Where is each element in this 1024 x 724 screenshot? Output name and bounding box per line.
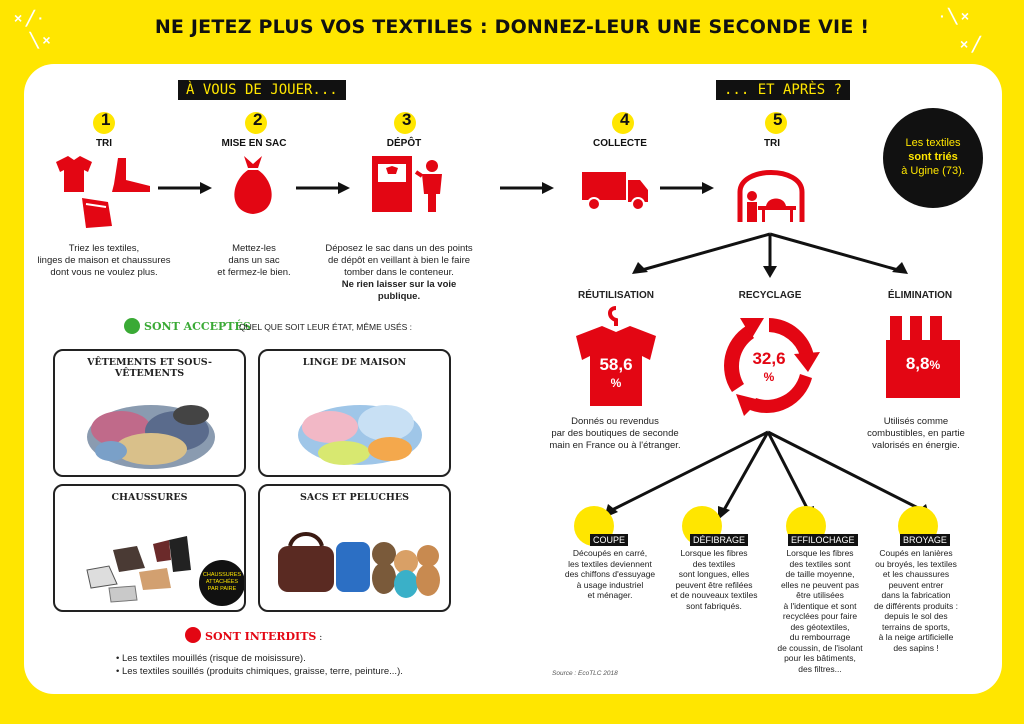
recycling-percentage: 32,6 % <box>752 349 786 384</box>
process-tag: DÉFIBRAGE <box>690 534 748 546</box>
decoration: × ╱ <box>960 36 981 52</box>
shoe-badge: CHAUSSURES ATTACHÉES PAR PAIRE <box>199 560 245 606</box>
step-label: TRI <box>95 138 113 149</box>
step-description: Déposez le sac dans un des points de dépôt en veillant à bien le faire tomber dans le conteneur. Ne rien laisser sur la voie publique. <box>325 243 473 302</box>
right-heading: ... ET APRÈS ? <box>716 80 850 100</box>
arrow-right-icon <box>660 181 716 200</box>
outcome-label: RÉUTILISATION <box>578 290 654 301</box>
clothes-icon <box>52 150 152 230</box>
truck-icon <box>580 168 650 217</box>
step-label: DÉPÔT <box>386 138 422 149</box>
decoration: · ╲ × <box>940 8 970 24</box>
process-description: Découpés en carré, les textiles deviennent des chiffons d'essuyage à usage industriel et ménager. <box>564 548 656 600</box>
step-number: 1 <box>93 112 115 134</box>
process-description: Lorsque les fibres des textiles sont longues, elles peuvent être refilées et de nouveaux textiles sont fabriqués. <box>670 548 758 611</box>
shoes-image <box>79 510 219 606</box>
list-item: • Les textiles mouillés (risque de moisissure). <box>116 652 403 665</box>
list-item: • Les textiles souillés (produits chimiques, graisse, terre, peinture...). <box>116 665 403 678</box>
process-description: Coupés en lanières ou broyés, les textiles et les chaussures peuvent entrer dans la fabrication de différents produits : depuis le sol des terrains de sports, à la neige artificielle des sapins ! <box>874 548 958 653</box>
outcome-label: RECYCLAGE <box>738 290 802 301</box>
source-note: Source : EcoTLC 2018 <box>552 670 618 677</box>
reuse-description: Donnés ou revendus par des boutiques de seconde main en France ou à l'étranger. <box>549 416 681 451</box>
process-tag: EFFILOCHAGE <box>788 534 858 546</box>
category-card: VÊTEMENTS ET SOUS-VÊTEMENTS <box>53 349 246 477</box>
decoration: × ╱ · <box>14 10 44 26</box>
step-label: MISE EN SAC <box>221 138 287 149</box>
arrow-right-icon <box>158 181 214 200</box>
step-number: 4 <box>612 112 634 134</box>
decoration: ╲ × <box>30 32 51 48</box>
step-label: COLLECTE <box>593 138 647 149</box>
recycling-branch-arrows <box>600 428 940 524</box>
category-card: SACS ET PELUCHES <box>258 484 451 612</box>
arrow-right-icon <box>500 181 556 200</box>
process-description: Lorsque les fibres des textiles sont de taille moyenne, elles ne peuvent pas être utilisées à l'identique et sont recyclées pour faire des géotextiles, du rembourrage de coussin, de l'isolant pour les bâtiments, des filtres... <box>777 548 863 674</box>
elimination-description: Utilisés comme combustibles, en partie valorisés en énergie. <box>867 416 965 451</box>
sorting-facility-icon <box>736 162 806 231</box>
step-number: 3 <box>394 112 416 134</box>
accepted-title: SONT ACCEPTÉS <box>144 320 251 333</box>
outcome-label: ÉLIMINATION <box>887 290 953 301</box>
elimination-percentage: 8,8% <box>905 354 941 373</box>
container-icon <box>370 152 450 216</box>
arrow-right-icon <box>296 181 352 200</box>
thumbs-up-icon <box>124 318 140 334</box>
garbage-bag-icon <box>228 152 278 216</box>
linens-image <box>290 377 430 473</box>
thumbs-down-icon <box>185 627 201 643</box>
forbidden-list <box>116 652 403 678</box>
category-card: LINGE DE MAISON <box>258 349 451 477</box>
step-description: Mettez-les dans un sac et fermez-le bien. <box>217 243 291 278</box>
branch-arrows <box>620 230 920 286</box>
left-heading: À VOUS DE JOUER... <box>178 80 346 100</box>
reuse-percentage: 58,6 % <box>599 355 633 390</box>
step-description: Triez les textiles, linges de maison et chaussures dont vous ne voulez plus. <box>37 243 171 278</box>
forbidden-title: SONT INTERDITS : <box>205 630 323 643</box>
step-label: TRI <box>763 138 781 149</box>
step-number: 5 <box>765 112 787 134</box>
step-number: 2 <box>245 112 267 134</box>
accepted-subtitle: QUEL QUE SOIT LEUR ÉTAT, MÊME USÉS : <box>239 322 413 332</box>
process-tag: BROYAGE <box>900 534 950 546</box>
clothes-pile-image <box>81 377 221 473</box>
category-card: CHAUSSURES CHAUSSURES ATTACHÉES PAR PAIRE <box>53 484 246 612</box>
bags-plush-image <box>274 516 444 606</box>
process-tag: COUPE <box>590 534 628 546</box>
ugine-badge: Les textiles sont triés à Ugine (73). <box>883 108 983 208</box>
page-title: NE JETEZ PLUS VOS TEXTILES : DONNEZ-LEUR UNE SECONDE VIE ! <box>154 16 870 38</box>
